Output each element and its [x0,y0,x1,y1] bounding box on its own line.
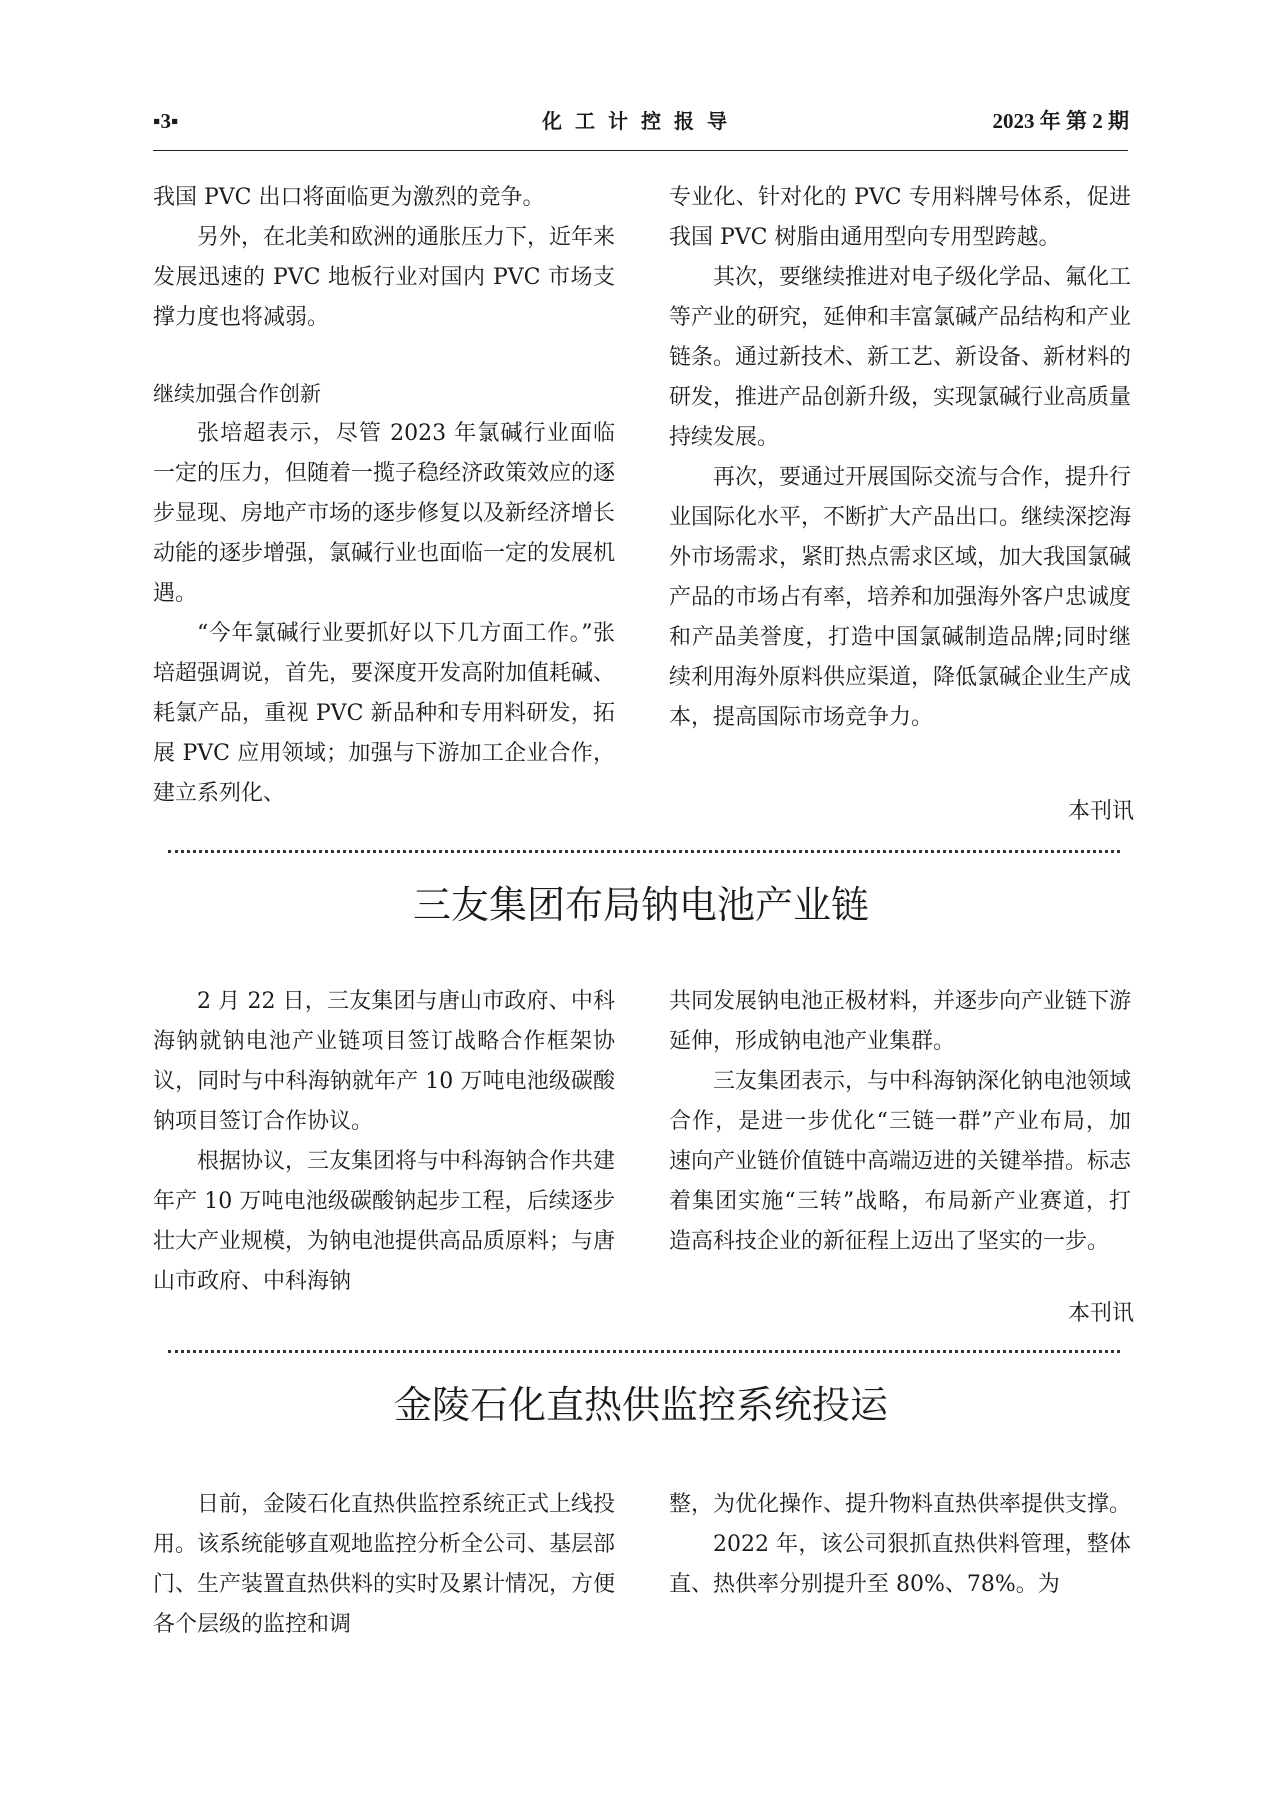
dotted-divider [168,1350,1120,1353]
paragraph: 另外，在北美和欧洲的通胀压力下，近年来发展迅速的 PVC 地板行业对国内 PVC 市场支撑力度也将减弱。 [153,225,616,330]
paragraph: 日前，金陵石化直热供监控系统正式上线投用。该系统能够直观地监控分析全公司、基层部门、生产装置直热供料的实时及累计情况，方便各个层级的监控和调 [153,1492,616,1637]
paragraph: 我国 PVC 出口将面临更为激烈的竞争。 [153,185,545,210]
paragraph: 2 月 22 日，三友集团与唐山市政府、中科海钠就钠电池产业链项目签订战略合作框架协议，同时与中科海钠就年产 10 万吨电池级碳酸钠项目签订合作协议。 [153,989,615,1134]
article1-left-column [153,178,615,814]
header-rule [153,150,1128,151]
article2-left-column [153,982,615,1302]
paragraph: “今年氯碱行业要抓好以下几方面工作。”张培超强调说，首先，要深度开发高附加值耗碱、耗氯产品，重视 PVC 新品种和专用料研发，拓展 PVC 应用领域；加强与下游加工企业合作，建立系列化、 [153,621,616,806]
article3-title: 金陵石化直热供监控系统投运 [393,1383,888,1427]
article1-right-column [669,178,1131,738]
article3-right-column [669,1485,1131,1605]
paragraph: 整，为优化操作、提升物料直热供率提供支撑。 [669,1492,1132,1517]
dotted-divider [168,850,1120,853]
subheading: 继续加强合作创新 [153,382,321,406]
paragraph: 其次，要继续推进对电子级化学品、氟化工等产业的研究，延伸和丰富氯碱产品结构和产业链条。通过新技术、新工艺、新设备、新材料的研发，推进产品创新升级，实现氯碱行业高质量持续发展。 [669,265,1132,450]
paragraph: 专业化、针对化的 PVC 专用料牌号体系，促进我国 PVC 树脂由通用型向专用型跨越。 [669,185,1131,250]
article3-left-column [153,1485,615,1645]
article1-signature: 本刊讯 [1067,799,1134,824]
paragraph: 张培超表示，尽管 2023 年氯碱行业面临一定的压力，但随着一揽子稳经济政策效应的逐步显现、房地产市场的逐步修复以及新经济增长动能的逐步增强，氯碱行业也面临一定的发展机遇。 [153,421,616,606]
paragraph: 三友集团表示，与中科海钠深化钠电池领域合作，是进一步优化“三链一群”产业布局，加速向产业链价值链中高端迈进的关键举措。标志着集团实施“三转”战略，布局新产业赛道，打造高科技企业的新征程上迈出了坚实的一步。 [669,1069,1132,1254]
page-number: ▪3▪ [153,109,179,133]
paragraph: 根据协议，三友集团将与中科海钠合作共建年产 10 万吨电池级碳酸钠起步工程，后续逐步壮大产业规模，为钠电池提供高品质原料；与唐山市政府、中科海钠 [153,1149,616,1294]
paragraph: 2022 年，该公司狠抓直热供料管理，整体直、热供率分别提升至 80%、78%。为 [669,1532,1131,1597]
journal-name: 化工计控报导 [542,109,740,133]
article2-right-column [669,982,1131,1262]
paragraph: 再次，要通过开展国际交流与合作，提升行业国际化水平，不断扩大产品出口。继续深挖海外市场需求，紧盯热点需求区域，加大我国氯碱产品的市场占有率，培养和加强海外客户忠诚度和产品美誉度，打造中国氯碱制造品牌;同时继续利用海外原料供应渠道，降低氯碱企业生产成本，提高国际市场竞争力。 [669,465,1132,730]
article2-signature: 本刊讯 [1067,1301,1134,1326]
issue-label: 2023 年 第 2 期 [992,109,1129,133]
article2-title: 三友集团布局钠电池产业链 [412,883,869,927]
paragraph: 共同发展钠电池正极材料，并逐步向产业链下游延伸，形成钠电池产业集群。 [669,989,1132,1054]
